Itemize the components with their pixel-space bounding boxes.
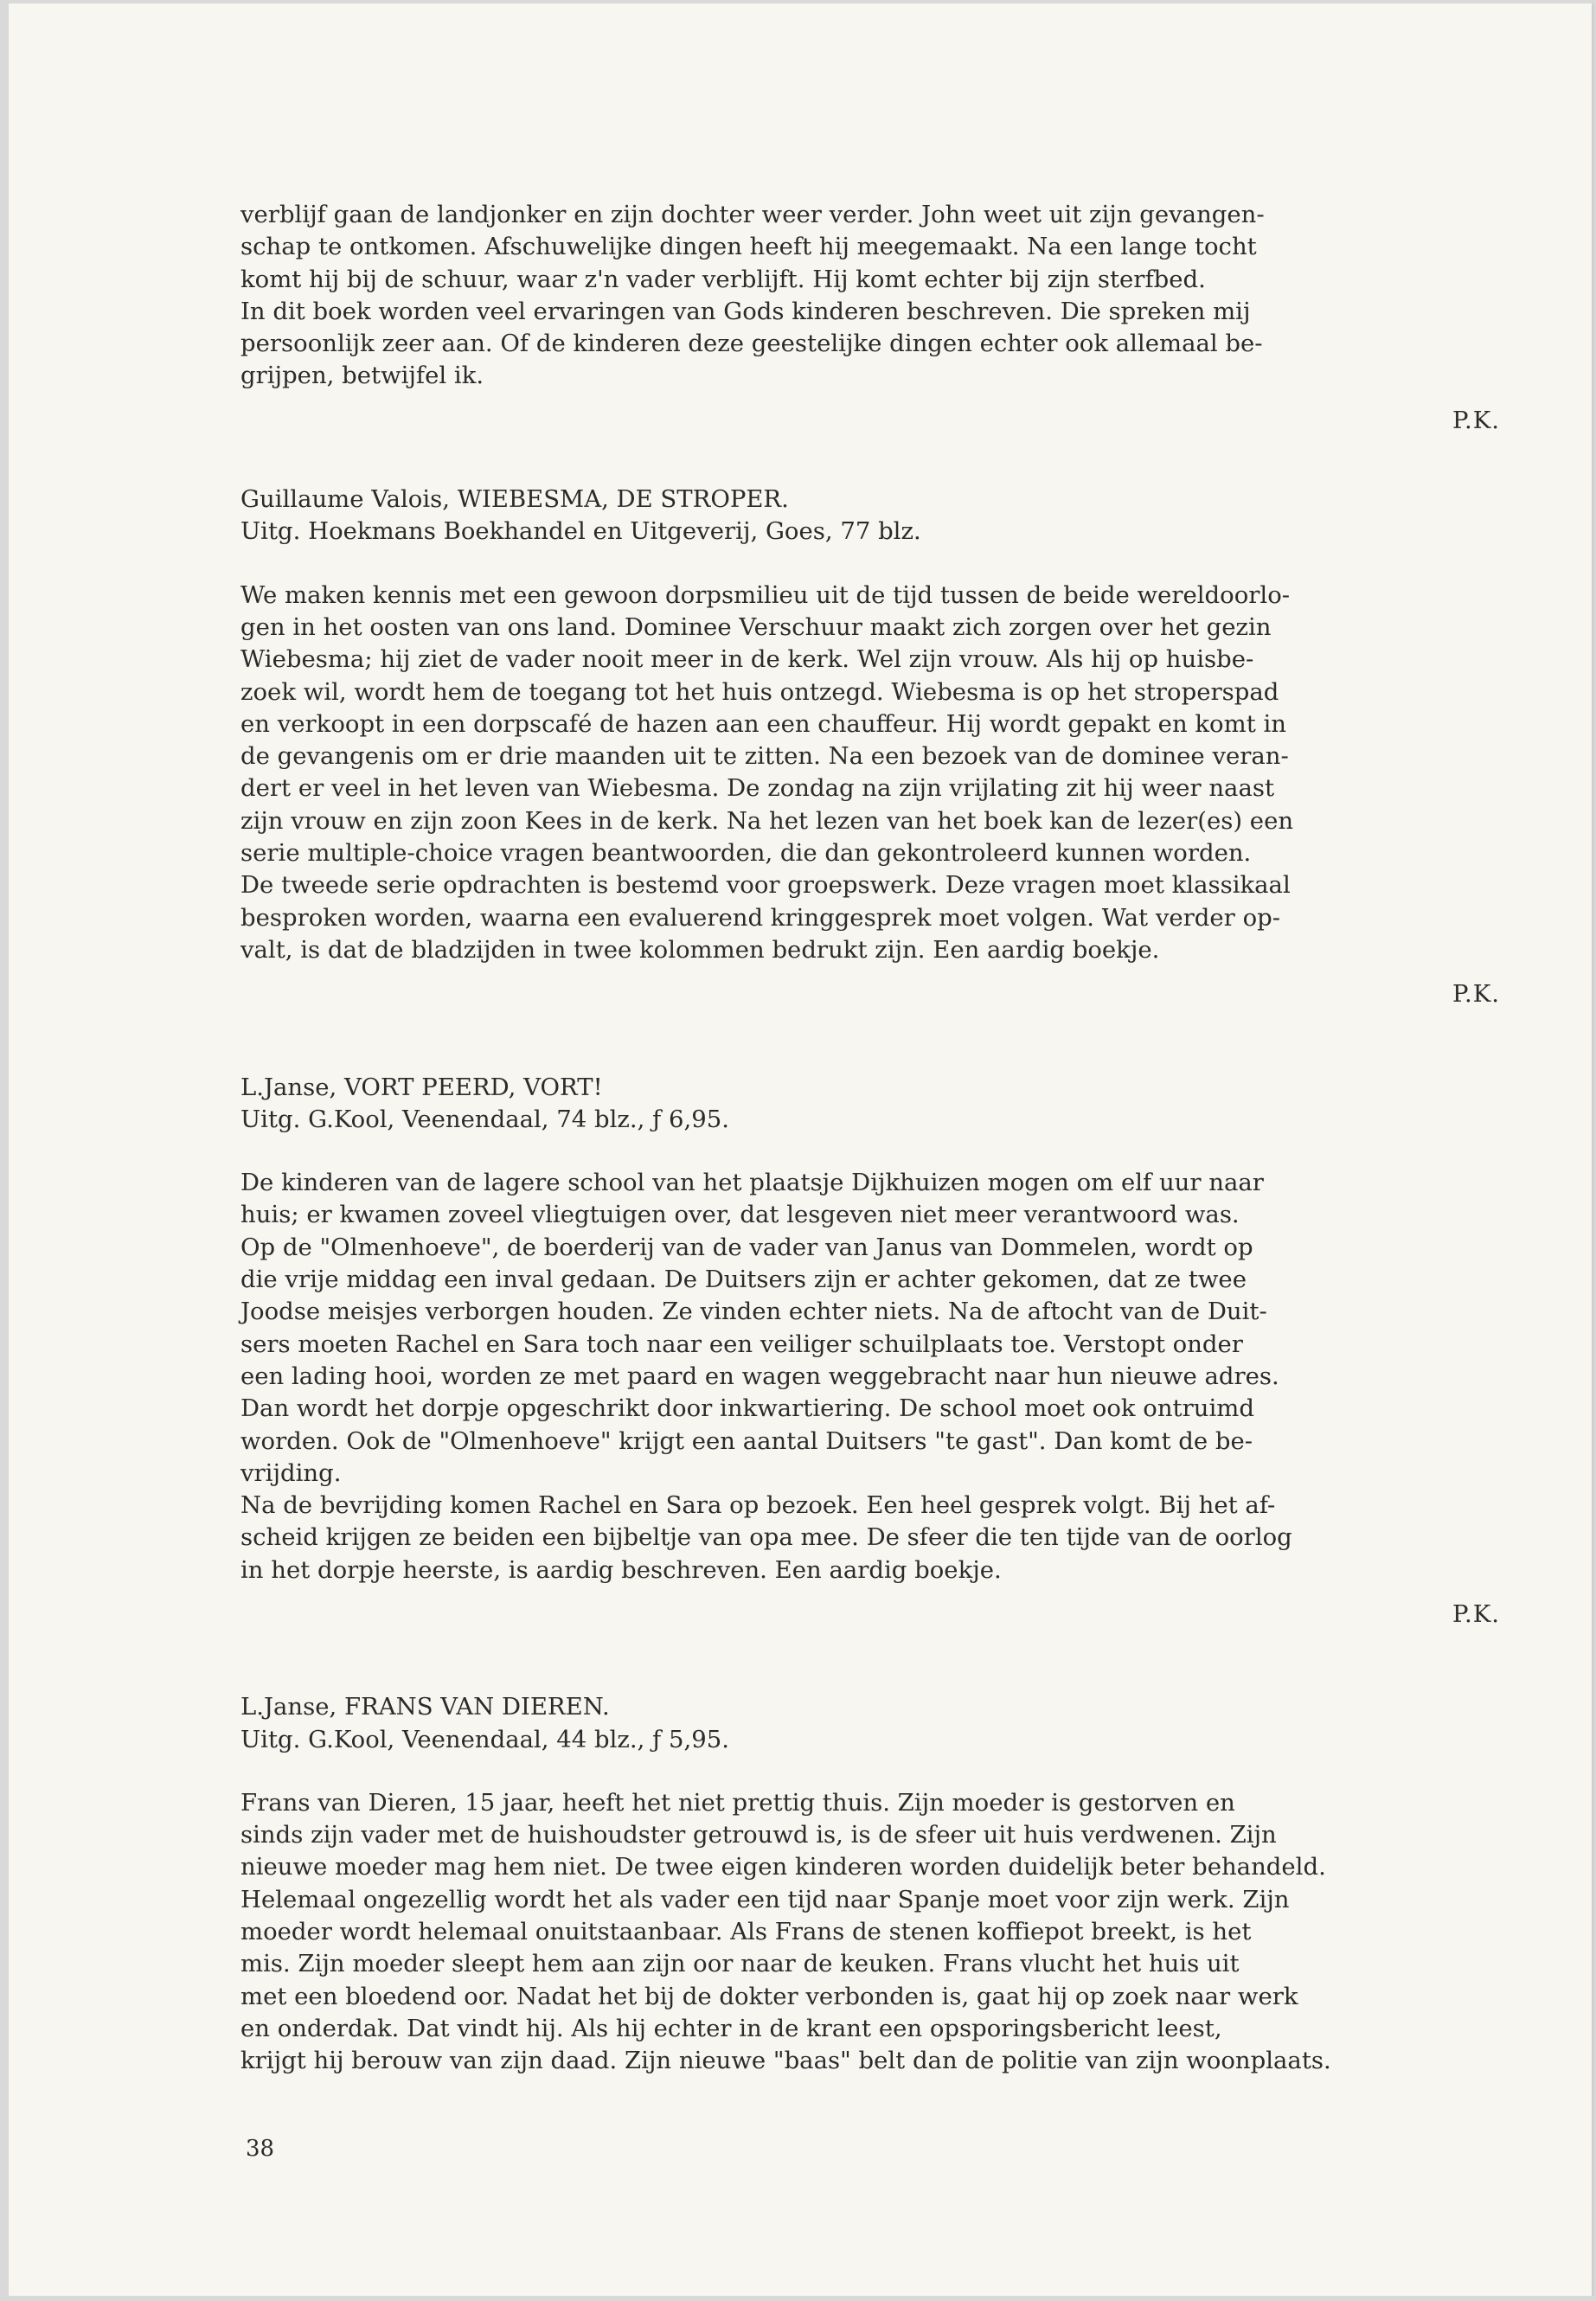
- text-line: nieuwe moeder mag hem niet. De twee eigen kinderen worden duidelijk beter behandeld.: [240, 1853, 1326, 1881]
- text-line: valt, is dat de bladzijden in twee kolommen bedrukt zijn. Een aardig boekje.: [240, 935, 1160, 964]
- text-line: De tweede serie opdrachten is bestemd voor groepswerk. Deze vragen moet klassikaal: [240, 871, 1291, 900]
- text-line: worden. Ook de "Olmenhoeve" krijgt een aantal Duitsers "te gast". Dan komt de be-: [240, 1426, 1253, 1455]
- book-review: [240, 1072, 1505, 1631]
- text-line: sers moeten Rachel en Sara toch naar een veiliger schuilplaats toe. Verstopt onder: [240, 1330, 1243, 1358]
- text-line: Frans van Dieren, 15 jaar, heeft het niet prettig thuis. Zijn moeder is gestorven en: [240, 1788, 1235, 1817]
- text-line: schap te ontkomen. Afschuwelijke dingen heeft hij meegemaakt. Na een lange tocht: [240, 233, 1257, 261]
- text-line: Dan wordt het dorpje opgeschrikt door inkwartiering. De school moet ook ontruimd: [240, 1394, 1254, 1423]
- review-body: [240, 1787, 1505, 2078]
- publisher-line: Uitg. G.Kool, Veenendaal, 44 blz., ƒ 5,95.: [240, 1725, 730, 1753]
- text-line: serie multiple-choice vragen beantwoorden, die dan gekontroleerd kunnen worden.: [240, 839, 1252, 868]
- book-title-line: L.Janse, FRANS VAN DIEREN.: [240, 1693, 610, 1721]
- text-line: krijgt hij berouw van zijn daad. Zijn nieuwe "baas" belt dan de politie van zijn woonplaats.: [240, 2047, 1331, 2075]
- text-line: persoonlijk zeer aan. Of de kinderen deze geestelijke dingen echter ook allemaal be-: [240, 330, 1263, 358]
- book-review: [240, 1691, 1505, 2077]
- publisher-line: Uitg. Hoekmans Boekhandel en Uitgeverij, Goes, 77 blz.: [240, 517, 921, 546]
- book-review: [240, 484, 1505, 1010]
- review-body: [240, 1167, 1505, 1586]
- text-line: In dit boek worden veel ervaringen van Gods kinderen beschreven. Die spreken mij: [240, 297, 1251, 325]
- text-line: besproken worden, waarna een evaluerend kringgesprek moet volgen. Wat verder op-: [240, 903, 1281, 932]
- publisher-line: Uitg. G.Kool, Veenendaal, 74 blz., ƒ 6,95.: [240, 1105, 730, 1133]
- text-line: verblijf gaan de landjonker en zijn dochter weer verder. John weet uit zijn gevangen-: [240, 201, 1265, 228]
- text-line: een lading hooi, worden ze met paard en wagen weggebracht naar hun nieuwe adres.: [240, 1362, 1279, 1390]
- text-line: De kinderen van de lagere school van het plaatsje Dijkhuizen mogen om elf uur naar: [240, 1169, 1264, 1197]
- text-line: komt hij bij de schuur, waar z'n vader verblijft. Hij komt echter bij zijn sterfbed.: [240, 265, 1206, 293]
- text-line: Wiebesma; hij ziet de vader nooit meer in de kerk. Wel zijn vrouw. Als hij op huisbe-: [240, 645, 1254, 674]
- text-line: en onderdak. Dat vindt hij. Als hij echter in de krant een opsporingsbericht leest,: [240, 2014, 1222, 2042]
- page-number: 38: [246, 2136, 275, 2162]
- reviewer-signature: P.K.: [1452, 980, 1500, 1009]
- reviewer-signature: P.K.: [1452, 406, 1500, 434]
- text-line: huis; er kwamen zoveel vliegtuigen over, dat lesgeven niet meer verantwoord was.: [240, 1201, 1240, 1229]
- text-line: zoek wil, wordt hem de toegang tot het huis ontzegd. Wiebesma is op het stroperspad: [240, 677, 1279, 706]
- book-title-line: L.Janse, VORT PEERD, VORT!: [240, 1073, 603, 1101]
- text-line: sinds zijn vader met de huishoudster getrouwd is, is de sfeer uit huis verdwenen. Zijn: [240, 1821, 1277, 1849]
- text-line: scheid krijgen ze beiden een bijbeltje van opa mee. De sfeer die ten tijde van de oorlog: [240, 1523, 1292, 1552]
- reviewer-signature: P.K.: [1452, 1599, 1500, 1628]
- text-line: mis. Zijn moeder sleept hem aan zijn oor naar de keuken. Frans vlucht het huis uit: [240, 1950, 1240, 1978]
- text-line: Helemaal ongezellig wordt het als vader een tijd naar Spanje moet voor zijn werk. Zijn: [240, 1885, 1290, 1913]
- review-body: [240, 580, 1505, 967]
- text-line: dert er veel in het leven van Wiebesma. De zondag na zijn vrijlating zit hij weer naast: [240, 774, 1275, 803]
- text-line: vrijding.: [240, 1458, 342, 1487]
- text-line: zijn vrouw en zijn zoon Kees in de kerk. Na het lezen van het boek kan de lezer(es) een: [240, 806, 1294, 835]
- text-line: We maken kennis met een gewoon dorpsmilieu uit de tijd tussen de beide wereldoorlo-: [240, 580, 1291, 609]
- text-line: in het dorpje heerste, is aardig beschreven. Een aardig boekje.: [240, 1555, 1002, 1584]
- text-line: en verkoopt in een dorpscafé de hazen aan een chauffeur. Hij wordt gepakt en komt in: [240, 709, 1286, 738]
- text-line: gen in het oosten van ons land. Dominee Verschuur maakt zich zorgen over het gezin: [240, 612, 1272, 641]
- text-line: die vrije middag een inval gedaan. De Duitsers zijn er achter gekomen, dat ze twee: [240, 1266, 1247, 1294]
- text-line: grijpen, betwijfel ik.: [240, 362, 484, 390]
- text-line: Na de bevrijding komen Rachel en Sara op bezoek. Een heel gesprek volgt. Bij het af-: [240, 1491, 1276, 1520]
- text-line: Op de "Olmenhoeve", de boerderij van de vader van Janus van Dommelen, wordt op: [240, 1233, 1253, 1261]
- text-line: Joodse meisjes verborgen houden. Ze vinden echter niets. Na de aftocht van de Duit-: [240, 1298, 1267, 1326]
- document-page: [9, 3, 1594, 2296]
- page-content: [240, 199, 1505, 2078]
- text-line: moeder wordt helemaal onuitstaanbaar. Als Frans de stenen koffiepot breekt, is het: [240, 1918, 1252, 1946]
- text-line: de gevangenis om er drie maanden uit te zitten. Na een bezoek van de dominee veran-: [240, 742, 1289, 771]
- book-title-line: Guillaume Valois, WIEBESMA, DE STROPER.: [240, 485, 789, 514]
- text-line: met een bloedend oor. Nadat het bij de dokter verbonden is, gaat hij op zoek naar werk: [240, 1982, 1298, 2010]
- intro-paragraph: [240, 199, 1505, 393]
